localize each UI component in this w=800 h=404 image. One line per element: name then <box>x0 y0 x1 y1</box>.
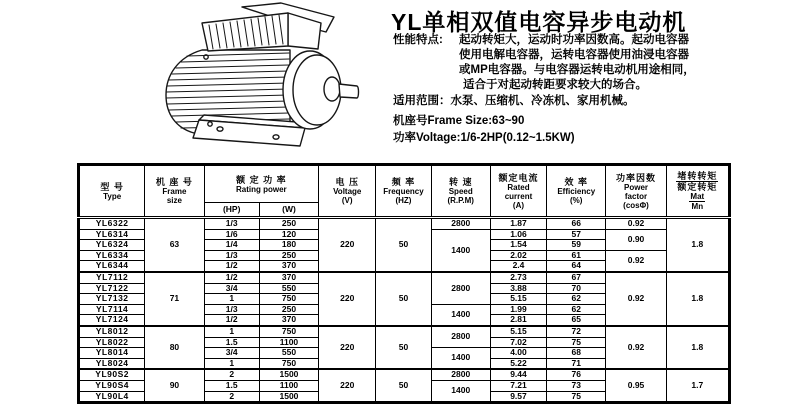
cell-efficiency: 75 <box>547 391 606 403</box>
cell-type: YL6324 <box>79 240 145 251</box>
cell-type: YL7132 <box>79 294 145 305</box>
table-row <box>79 369 730 380</box>
features-text <box>459 33 695 93</box>
motor-illustration <box>60 0 390 152</box>
cell-power-w: 370 <box>259 272 318 283</box>
application-scope: 适用范围：水泵、压缩机、冷冻机、家用机械。 <box>393 95 635 107</box>
cell-voltage: 220 <box>319 218 376 272</box>
spec-table-body <box>79 218 730 403</box>
features-line: 适合于对起动转距要求较大的场合。 <box>463 79 647 91</box>
cell-torque-ratio: 1.8 <box>666 272 729 326</box>
cell-type: YL7122 <box>79 283 145 294</box>
cell-power-hp: 1/4 <box>204 240 259 251</box>
cell-type: YL6344 <box>79 261 145 272</box>
cell-power-factor: 0.92 <box>606 250 666 272</box>
spec-table-header <box>79 165 730 218</box>
cell-power-w: 1100 <box>259 380 318 391</box>
cell-power-hp: 1.5 <box>204 380 259 391</box>
cell-rated-current: 5.15 <box>490 326 546 337</box>
cell-efficiency: 71 <box>547 358 606 369</box>
cell-efficiency: 76 <box>547 369 606 380</box>
cell-torque-ratio: 1.7 <box>666 369 729 402</box>
cell-frequency: 50 <box>376 326 431 369</box>
cell-type: YL8014 <box>79 348 145 359</box>
cell-rated-current: 5.22 <box>490 358 546 369</box>
cell-speed: 2800 <box>431 272 490 304</box>
cell-efficiency: 67 <box>547 272 606 283</box>
cell-torque-ratio: 1.8 <box>666 326 729 369</box>
cell-efficiency: 73 <box>547 380 606 391</box>
col-header-frequency: 频 率 Frequency (HZ) <box>376 165 431 218</box>
cell-power-w: 250 <box>259 304 318 315</box>
cell-power-hp: 1/3 <box>204 304 259 315</box>
cell-rated-current: 2.81 <box>490 315 546 326</box>
cell-power-factor: 0.90 <box>606 229 666 250</box>
cell-frequency: 50 <box>376 218 431 272</box>
col-header-rating-power: 额 定 功 率 Rating power <box>204 165 319 203</box>
cell-rated-current: 9.57 <box>490 391 546 403</box>
col-subheader-hp: (HP) <box>204 203 259 218</box>
features-line: 使用电解电容器，运转电容器使用油浸电容器 <box>459 49 689 61</box>
cell-frame-size: 71 <box>145 272 204 326</box>
cell-type: YL6334 <box>79 250 145 261</box>
col-header-torque-ratio: 堵转转矩 额定转矩 Mat Mn <box>666 165 729 218</box>
cell-power-w: 370 <box>259 261 318 272</box>
cell-power-hp: 1/6 <box>204 229 259 240</box>
cell-type: YL90S4 <box>79 380 145 391</box>
cell-frame-size: 63 <box>145 218 204 272</box>
features-line: 或MP电容器。与电容器运转电动机用途相同， <box>459 64 695 76</box>
cell-power-w: 250 <box>259 218 318 230</box>
cell-speed: 1400 <box>431 348 490 370</box>
cell-power-w: 120 <box>259 229 318 240</box>
cell-speed: 2800 <box>431 326 490 348</box>
cell-power-hp: 3/4 <box>204 283 259 294</box>
cell-rated-current: 1.06 <box>490 229 546 240</box>
col-header-rated-current: 额定电流 Rated current (A) <box>490 165 546 218</box>
cell-power-hp: 1/2 <box>204 272 259 283</box>
cell-power-w: 750 <box>259 358 318 369</box>
cell-power-w: 370 <box>259 315 318 326</box>
power-range: 功率Voltage:1/6-2HP(0.12~1.5KW) <box>393 132 575 144</box>
cell-rated-current: 1.87 <box>490 218 546 230</box>
cell-rated-current: 1.54 <box>490 240 546 251</box>
table-row <box>79 326 730 337</box>
spec-table <box>77 163 731 404</box>
cell-efficiency: 70 <box>547 283 606 294</box>
features-label: 性能特点: <box>393 34 443 46</box>
cell-speed: 2800 <box>431 218 490 230</box>
cell-power-hp: 1 <box>204 358 259 369</box>
cell-type: YL7112 <box>79 272 145 283</box>
cell-rated-current: 2.02 <box>490 250 546 261</box>
cell-speed: 1400 <box>431 380 490 402</box>
col-header-type: 型 号 Type <box>79 165 145 218</box>
features-line: 起动转矩大，运动时功率因数高。起动电容器 <box>459 34 689 46</box>
cell-power-factor: 0.92 <box>606 326 666 369</box>
cell-power-hp: 1/2 <box>204 315 259 326</box>
cell-torque-ratio: 1.8 <box>666 218 729 272</box>
cell-voltage: 220 <box>319 326 376 369</box>
motor-shaft-hub <box>324 77 340 101</box>
col-header-efficiency: 效 率 Efficiency (%) <box>547 165 606 218</box>
cell-power-hp: 1/3 <box>204 250 259 261</box>
cell-efficiency: 62 <box>547 304 606 315</box>
cell-efficiency: 68 <box>547 348 606 359</box>
col-header-power-factor: 功率因数 Power factor (cosΦ) <box>606 165 666 218</box>
cell-type: YL8024 <box>79 358 145 369</box>
cell-efficiency: 75 <box>547 337 606 348</box>
cell-efficiency: 64 <box>547 261 606 272</box>
col-subheader-w: (W) <box>259 203 318 218</box>
cell-power-w: 1500 <box>259 391 318 403</box>
cell-type: YL8022 <box>79 337 145 348</box>
cell-speed: 1400 <box>431 229 490 272</box>
cell-type: YL6314 <box>79 229 145 240</box>
cell-power-hp: 1 <box>204 294 259 305</box>
cell-type: YL90S2 <box>79 369 145 380</box>
cell-power-w: 550 <box>259 348 318 359</box>
cell-voltage: 220 <box>319 369 376 402</box>
cell-type: YL90L4 <box>79 391 145 403</box>
cell-rated-current: 9.44 <box>490 369 546 380</box>
cell-speed: 2800 <box>431 369 490 380</box>
cell-power-hp: 2 <box>204 391 259 403</box>
cell-power-hp: 1/2 <box>204 261 259 272</box>
cell-power-hp: 1.5 <box>204 337 259 348</box>
cell-frequency: 50 <box>376 369 431 402</box>
cell-efficiency: 57 <box>547 229 606 240</box>
col-header-frame-size: 机 座 号 Frame size <box>145 165 204 218</box>
cell-efficiency: 61 <box>547 250 606 261</box>
cell-frame-size: 80 <box>145 326 204 369</box>
motor-cover-front <box>202 13 288 51</box>
cell-power-factor: 0.92 <box>606 272 666 326</box>
cell-power-w: 750 <box>259 326 318 337</box>
cell-rated-current: 4.00 <box>490 348 546 359</box>
cell-frequency: 50 <box>376 272 431 326</box>
cell-power-w: 1500 <box>259 369 318 380</box>
cell-type: YL8012 <box>79 326 145 337</box>
cell-rated-current: 3.88 <box>490 283 546 294</box>
cell-power-w: 180 <box>259 240 318 251</box>
cell-rated-current: 7.21 <box>490 380 546 391</box>
table-row <box>79 272 730 283</box>
cell-efficiency: 66 <box>547 218 606 230</box>
cell-power-w: 1100 <box>259 337 318 348</box>
cell-power-w: 750 <box>259 294 318 305</box>
cell-rated-current: 1.99 <box>490 304 546 315</box>
cell-power-hp: 3/4 <box>204 348 259 359</box>
cell-efficiency: 59 <box>547 240 606 251</box>
table-row <box>79 218 730 230</box>
cell-frame-size: 90 <box>145 369 204 402</box>
cell-power-factor: 0.95 <box>606 369 666 402</box>
cell-power-hp: 1/3 <box>204 218 259 230</box>
cell-efficiency: 72 <box>547 326 606 337</box>
cell-power-w: 550 <box>259 283 318 294</box>
cell-type: YL6322 <box>79 218 145 230</box>
cell-power-factor: 0.92 <box>606 218 666 230</box>
cell-power-hp: 2 <box>204 369 259 380</box>
motor-shaft <box>339 84 359 98</box>
cell-efficiency: 62 <box>547 294 606 305</box>
features-block <box>393 33 743 93</box>
cell-type: YL7114 <box>79 304 145 315</box>
cell-rated-current: 5.15 <box>490 294 546 305</box>
cell-speed: 1400 <box>431 304 490 326</box>
cell-rated-current: 2.4 <box>490 261 546 272</box>
col-header-speed: 转 速 Speed (R.P.M) <box>431 165 490 218</box>
cell-efficiency: 65 <box>547 315 606 326</box>
cell-power-w: 250 <box>259 250 318 261</box>
cell-rated-current: 2.73 <box>490 272 546 283</box>
cell-power-hp: 1 <box>204 326 259 337</box>
col-header-voltage: 电 压 Voltage (V) <box>319 165 376 218</box>
cell-rated-current: 7.02 <box>490 337 546 348</box>
frame-size-range: 机座号Frame Size:63~90 <box>393 115 525 127</box>
cell-voltage: 220 <box>319 272 376 326</box>
cell-type: YL7124 <box>79 315 145 326</box>
page-title: YL单相双值电容异步电动机 <box>391 9 687 35</box>
